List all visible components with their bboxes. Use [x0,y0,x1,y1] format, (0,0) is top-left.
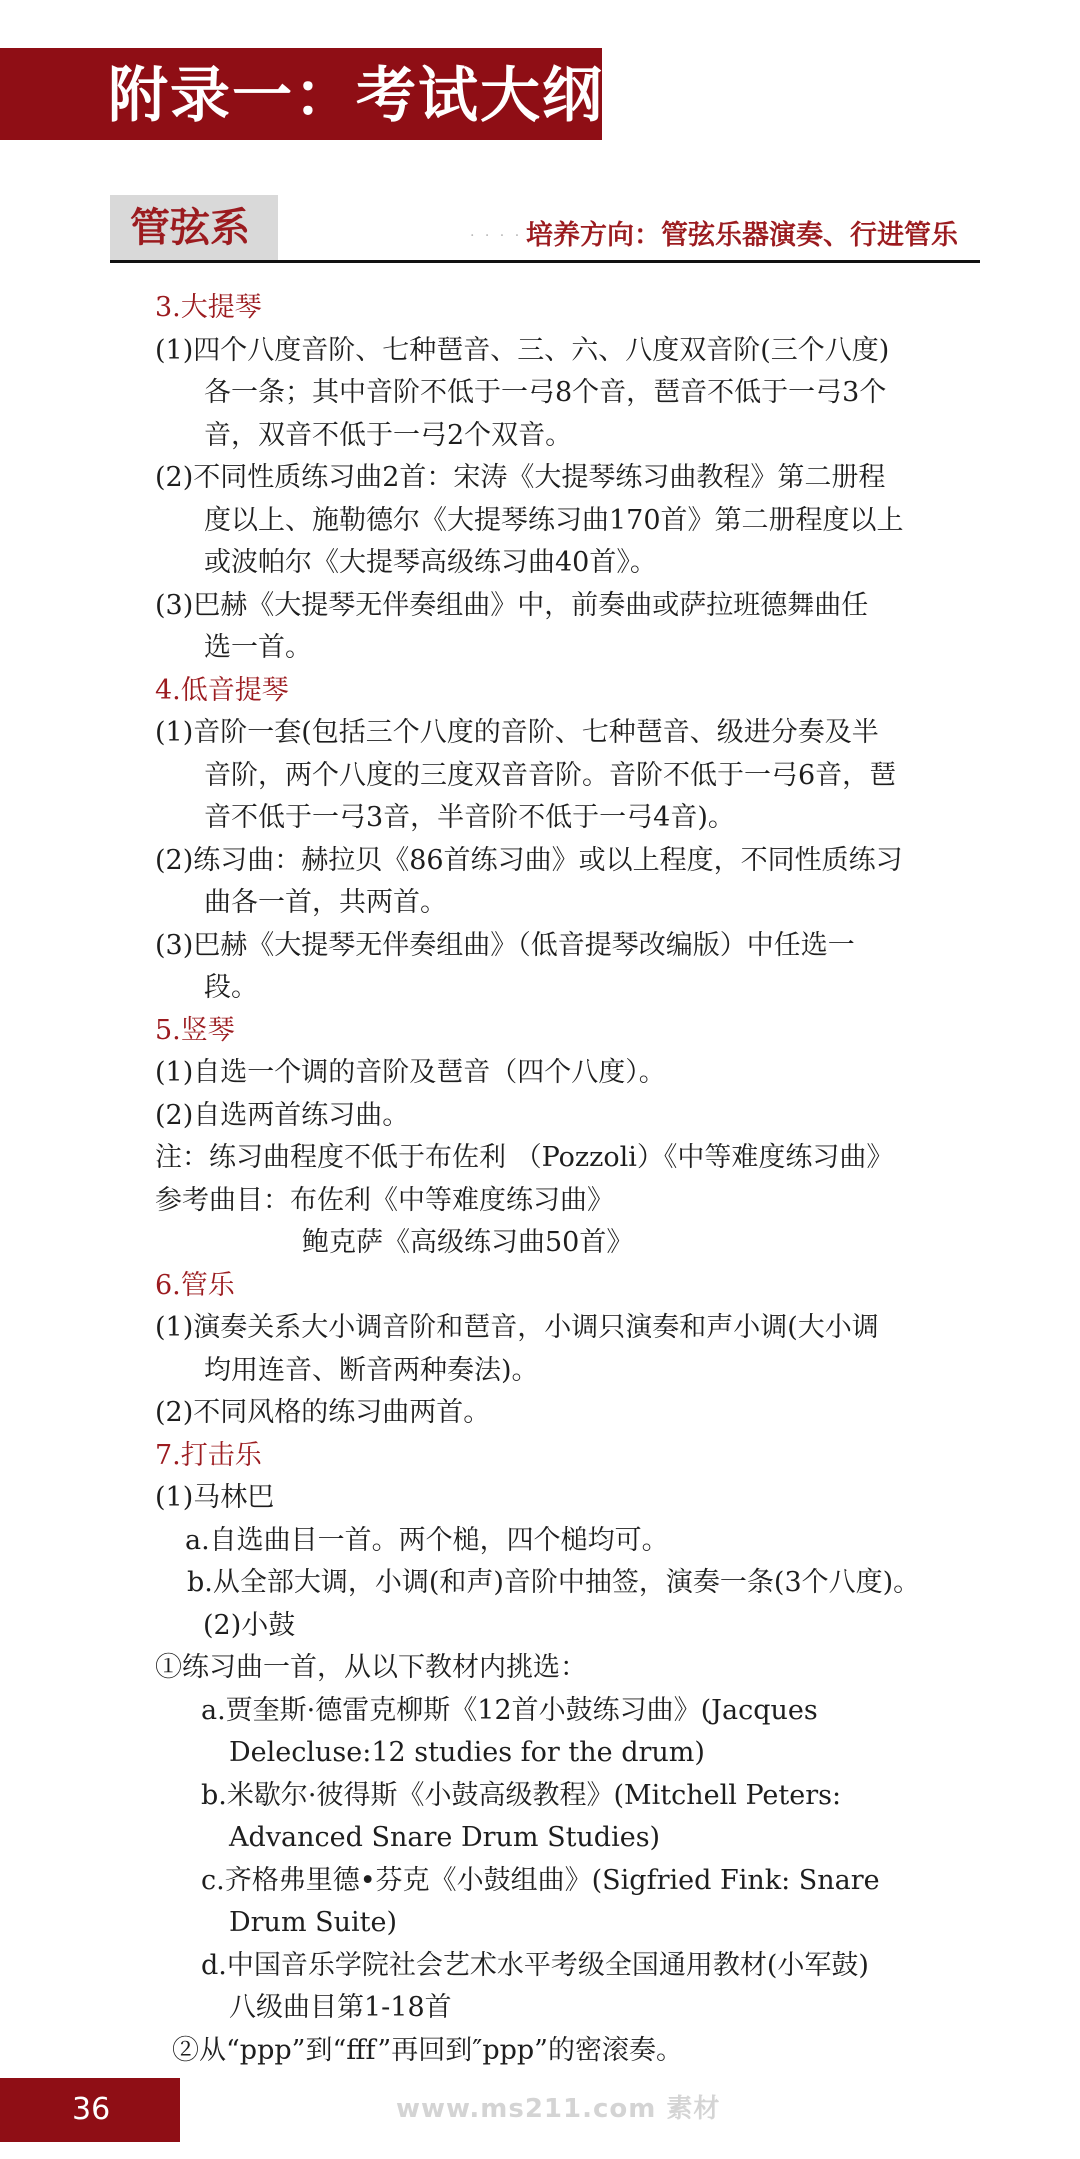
content-line: 音不低于一弓3音，半音阶不低于一弓4音)。 [204,802,735,833]
content-line: a.贾奎斯·德雷克柳斯《12首小鼓练习曲》(Jacques [201,1694,818,1726]
content-line: (2)不同性质练习曲2首：宋涛《大提琴练习曲教程》第二册程 [155,462,886,493]
content-line: ②从“ppp”到“fff”再回到″ppp”的密滚奏。 [172,2034,683,2066]
content-line: 曲各一首，共两首。 [204,887,447,918]
content-line: 段。 [204,972,258,1003]
content-line: 各一条；其中音阶不低于一弓8个音，琶音不低于一弓3个 [204,377,887,408]
content-line: 注：练习曲程度不低于布佐利 （Pozzoli）《中等难度练习曲》 [155,1142,894,1173]
content-line: (2)自选两首练习曲。 [155,1099,410,1131]
page-title: 附录一：考试大纲 [108,61,604,131]
content-line: 或波帕尔《大提琴高级练习曲40首》。 [204,547,657,578]
content-line: (3)巴赫《大提琴无伴奏组曲》中，前奏曲或萨拉班德舞曲任 [155,589,869,621]
section-heading: 6.管乐 [155,1269,235,1301]
content-line: (1)自选一个调的音阶及琶音（四个八度）。 [155,1057,666,1088]
content-line: Delecluse:12 studies for the drum) [229,1737,705,1768]
content-line: (2)练习曲：赫拉贝《86首练习曲》或以上程度，不同性质练习 [155,844,903,876]
content-line: 选一首。 [204,632,312,663]
section-heading: 3.大提琴 [155,292,262,323]
section-name: 管弦系 [130,205,250,251]
content-line: 音，双音不低于一弓2个双音。 [204,419,573,451]
content-line: 均用连音、断音两种奏法)。 [204,1354,539,1386]
content-line: c.齐格弗里德•芬克《小鼓组曲》(Sigfried Fink: Snare [201,1864,880,1896]
dot-leader: . . . . [470,224,523,240]
page-number: 36 [72,2092,111,2127]
content-line: a.自选曲目一首。两个槌，四个槌均可。 [185,1524,669,1556]
content-line: 音阶，两个八度的三度双音音阶。音阶不低于一弓6音，琶 [204,759,897,791]
content-line: 鲍克萨《高级练习曲50首》 [302,1227,634,1258]
section-heading: 5.竖琴 [155,1014,235,1046]
content-line: b.米歇尔·彼得斯《小鼓高级教程》(Mitchell Peters: [201,1779,842,1811]
content-line: 八级曲目第1-18首 [229,1992,452,2023]
content-line: 参考曲目：布佐利《中等难度练习曲》 [155,1184,614,1216]
training-direction: 培养方向：管弦乐器演奏、行进管乐 [526,220,958,251]
content-line: 度以上、施勒德尔《大提琴练习曲170首》第二册程度以上 [204,504,904,536]
content-line: ①练习曲一首，从以下教材内挑选： [155,1652,587,1683]
section-heading: 4.低音提琴 [155,674,289,706]
content-line: Drum Suite) [229,1907,398,1938]
section-rule [110,260,980,263]
content-line: b.从全部大调，小调(和声)音阶中抽签，演奏一条(3个八度)。 [187,1567,921,1598]
content-line: (3)巴赫《大提琴无伴奏组曲》（低音提琴改编版）中任选一 [155,929,855,961]
content-line: Advanced Snare Drum Studies) [229,1822,661,1853]
content-line: (1)音阶一套(包括三个八度的音阶、七种琶音、级进分奏及半 [155,717,879,748]
watermark: www.ms211.com 素材 [396,2094,721,2124]
content-line: d.中国音乐学院社会艺术水平考级全国通用教材(小军鼓) [201,1949,869,1981]
content-line: (1)演奏关系大小调音阶和琶音，小调只演奏和声小调(大小调 [155,1312,879,1343]
section-heading: 7.打击乐 [155,1439,262,1471]
content-line: (1)马林巴 [155,1482,275,1513]
content-line: (2)小鼓 [203,1609,296,1641]
content-line: (2)不同风格的练习曲两首。 [155,1397,491,1428]
content-line: (1)四个八度音阶、七种琶音、三、六、八度双音阶(三个八度) [155,334,890,366]
